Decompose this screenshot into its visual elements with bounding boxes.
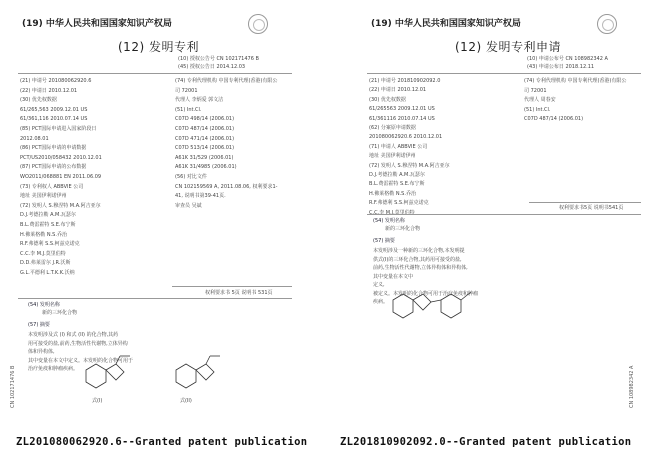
pentagon-ring [106,364,124,380]
footer-rule [529,202,641,203]
text-line: 其中变量在本文中定义。本发明的化合物可用于 [28,357,134,364]
document-type: (12) 发明专利 [118,40,199,54]
text-line: 地址 美国伊利诺伊州 [20,193,67,200]
publication-number: (10) 申请公布号 CN 108982342 A [527,56,608,62]
side-stamp: CN 102171476 B [10,365,16,408]
text-line: 61/265,563 2009.12.01 US [20,106,88,113]
text-line: (72) 发明人 S.穆涅特 M.A.阿吉亚尔 [369,162,450,169]
text-line: 代理人 李炳爱 郭文洁 [175,97,224,104]
header-rule [367,73,641,74]
side-stamp: CN 108982342 A [629,365,635,408]
text-line: C.C.李 M.J.莫里伯特 [369,209,415,216]
text-line: PCT/US2010/058432 2010.12.01 [20,154,102,161]
text-line: (74) 专利代理机构 中国专利代理(香港)有限公 [175,78,278,84]
text-line: 被定义。本发明的化合物可用于治疗免疫和肿瘤 [373,290,479,297]
text-line: (56) 对比文件 [175,174,207,180]
office-seal-icon [248,14,268,34]
text-line: 疾病。 [373,299,389,305]
formula-label-ii: 式(II) [180,398,192,404]
text-line: 地址 美国伊利诺伊州 [369,153,416,160]
office-seal-icon [597,14,617,34]
text-line: 治疗免疫和肿瘤疾病。 [28,366,79,372]
text-line: 代理人 周春安 [524,97,556,104]
office-header: (19) 中华人民共和国国家知识产权局 [22,19,172,29]
text-line: D.D.弗莱雷尔 J.R.沃斯 [20,260,71,267]
text-line: C07D 471/14 (2006.01) [175,135,235,142]
chemical-structure-diagram [76,350,246,398]
text-line: 用可接受的盐,前药,生物活性代谢物,立体异构 [28,340,128,347]
hexagon-ring-2 [441,294,461,318]
text-line: (22) 申请日 2010.12.01 [20,87,78,94]
text-line: B.L.费雷霍特 S.E.布宁斯 [20,222,76,228]
text-line: (62) 分案原申请数据 [369,125,416,131]
publication-date: (45) 授权公告日 2014.12.03 [178,64,246,70]
office-header: (19) 中华人民共和国国家知识产权局 [371,19,521,29]
text-line: (21) 申请号 201080062920.6 [20,78,92,84]
text-line: (51) Int.Cl. [524,106,551,113]
text-line: (74) 专利代理机构 中国专利代理(香港)有限公 [524,78,627,84]
section-rule [18,298,292,299]
text-line: (21) 申请号 201810902092.0 [369,78,441,84]
pentagon-ring [413,294,431,310]
text-line: 2012.08.01 [20,135,49,142]
pentagon-ring-2 [196,364,214,380]
text-line: (86) PCT国际申请的申请数据 [20,145,87,152]
hexagon-ring-2 [176,364,196,388]
text-line: 供式(I)的三环化合物,其药用可接受的盐, [373,256,462,263]
section-rule [367,214,641,215]
text-line: (71) 申请人 ABBVIE 公司 [369,143,428,150]
text-line: (30) 优先权数据 [369,96,406,103]
text-line: 其中变量在本文中 [373,273,414,280]
text-line: C.C.李 M.J.莫里伯特 [20,250,66,257]
text-line: 61/361,116 2010.07.14 US [20,116,88,123]
title-section-label: (54) 发明名称 [373,218,405,224]
text-line: A61K 31/529 (2006.01) [175,154,234,161]
text-line: (22) 申请日 2010.12.01 [369,87,427,94]
text-line: A61K 31/4985 (2006.01) [175,164,237,171]
abstract-section-label: (57) 摘要 [28,322,50,328]
document-type: (12) 发明专利申请 [455,40,561,54]
formula-label-i: 式(I) [92,398,103,404]
text-line: 本发明涉及一种新的三环化合物,本发明提 [373,248,465,254]
text-line: (87) PCT国际申请的公布数据 [20,164,87,171]
text-line: C07D 498/14 (2006.01) [175,116,235,123]
caption-left: ZL201080062920.6--Granted patent publication [16,436,308,448]
text-line: 司 72001 [524,87,547,94]
text-line: 41, 说明书第39-41页. [175,193,226,200]
publication-number: (10) 授权公告号 CN 102171476 B [178,56,259,62]
abstract-section-label: (57) 摘要 [373,238,395,244]
chemical-structure-diagram [383,278,493,326]
text-line: CN 102159569 A, 2011.08.06, 权利要求1- [175,183,278,190]
text-line: H.佛莱格勒 N.S.乔治 [369,190,416,197]
text-line: (85) PCT国际申请进入国家阶段日 [20,126,97,132]
text-line: D.J.考德拉勒 A.M.瓦瑟尔 [369,172,425,178]
text-line: WO2011/068881 EN 2011.06.09 [20,174,102,180]
text-line: (72) 发明人 S.穆涅特 M.A.阿吉亚尔 [20,202,101,209]
text-line: 61/265563 2009.12.01 US [369,106,435,113]
text-line: R.F.弗德利 S.S.柯兹克诺克 [369,200,429,207]
text-line: 体和异构体, [28,349,55,355]
text-line: C07D 487/14 (2006.01) [524,116,584,123]
text-line: 61/361116 2010.07.14 US [369,115,435,122]
text-line: R.F.弗德利 S.S.柯兹克诺克 [20,241,80,248]
text-line: G.L.平德利 L.T.K.K.沃纳 [20,270,75,276]
text-line: (30) 优先权数据 [20,97,57,104]
page-count-note: 权利要求书 5页 说明书 531页 [205,290,273,296]
invention-title: 新的三环化合物 [385,226,421,232]
text-line: 司 72001 [175,87,198,94]
text-line: D.J.考德拉勒 A.M.瓦瑟尔 [20,212,76,219]
header-rule [18,73,292,74]
text-line: (73) 专利权人 ABBVIE 公司 [20,183,84,190]
title-section-label: (54) 发明名称 [28,302,60,308]
text-line: 审查员 吴斌 [175,202,202,209]
page-count-note: 权利要求书5页 说明书541页 [559,205,624,211]
text-line: C07D 487/14 (2006.01) [175,126,235,132]
hexagon-ring [86,364,106,388]
text-line: (51) Int.Cl. [175,106,202,113]
text-line: H.佛莱格勒 N.S.乔治 [20,231,67,238]
text-line: C07D 513/14 (2006.01) [175,145,235,152]
caption-right: ZL201810902092.0--Granted patent publication [340,436,632,448]
footer-rule [172,286,292,287]
invention-title: 新的三环化合物 [42,310,78,316]
text-line: 定义, [373,282,385,288]
text-line: B.L.费雷霍特 S.E.布宁斯 [369,181,425,188]
text-line: 前药,生物活性代谢物,立体异构体和异构体, [373,265,468,271]
text-line: 201080062920.6 2010.12.01 [369,134,443,141]
application-patent-document [359,10,649,410]
granted-patent-document [10,10,300,410]
hexagon-ring [393,294,413,318]
publication-date: (43) 申请公布日 2018.12.11 [527,64,595,70]
text-line: 本发明涉及式 (I) 和式 (II) 的化合物,其药 [28,332,119,338]
